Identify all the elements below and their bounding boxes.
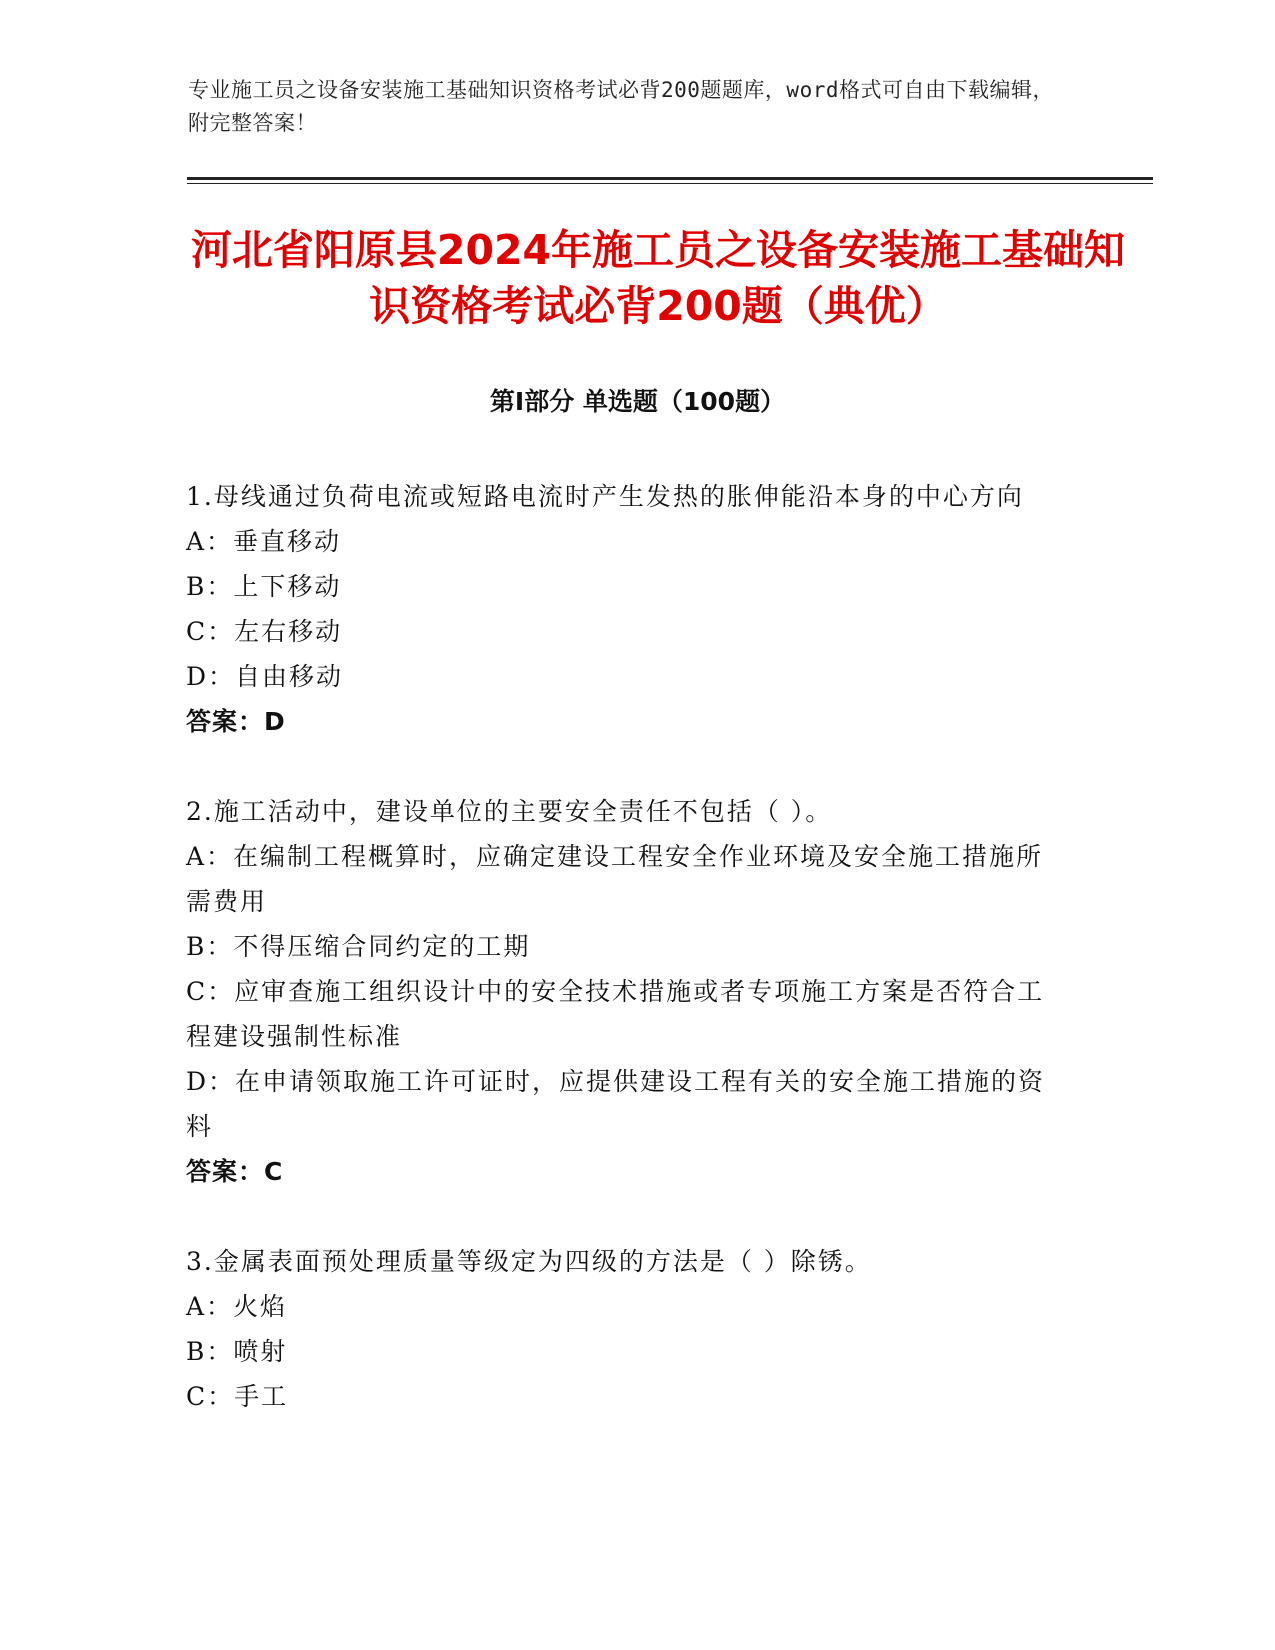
- option-c: C：手工: [186, 1382, 289, 1411]
- option-a: A：火焰: [186, 1292, 288, 1321]
- question-text: 2.施工活动中，建设单位的主要安全责任不包括（ ）。: [186, 797, 833, 826]
- header-note: 专业施工员之设备安装施工基础知识资格考试必背200题题库，word格式可自由下载编辑，附完整答案！: [188, 78, 1054, 135]
- question-list: [186, 474, 1066, 1464]
- option-d: D：自由移动: [186, 662, 344, 691]
- answer: 答案：C: [186, 1157, 284, 1186]
- document-title: 河北省阳原县2024年施工员之设备安装施工基础知识资格考试必背200题（典优）: [190, 226, 1126, 330]
- option-b: B：喷射: [186, 1337, 288, 1366]
- option-d: D：在申请领取施工许可证时，应提供建设工程有关的安全施工措施的资料: [186, 1067, 1046, 1141]
- option-c: C：应审查施工组织设计中的安全技术措施或者专项施工方案是否符合工程建设强制性标准: [186, 977, 1045, 1051]
- question-text: 3.金属表面预处理质量等级定为四级的方法是（ ）除锈。: [186, 1247, 872, 1276]
- question-3: [186, 1239, 1066, 1419]
- section-heading: 第Ⅰ部分 单选题（100题）: [489, 387, 786, 416]
- question-1: [186, 474, 1066, 744]
- option-a: A：在编制工程概算时，应确定建设工程安全作业环境及安全施工措施所需费用: [186, 842, 1044, 916]
- question-text: 1.母线通过负荷电流或短路电流时产生发热的胀伸能沿本身的中心方向: [186, 482, 1024, 511]
- option-a: A：垂直移动: [186, 527, 342, 556]
- option-b: B：上下移动: [186, 572, 342, 601]
- answer: 答案：D: [186, 707, 286, 736]
- header-rule-thin: [187, 183, 1153, 184]
- header-rule-thick: [187, 177, 1153, 180]
- question-2: [186, 789, 1066, 1194]
- option-b: B：不得压缩合同约定的工期: [186, 932, 531, 961]
- option-c: C：左右移动: [186, 617, 343, 646]
